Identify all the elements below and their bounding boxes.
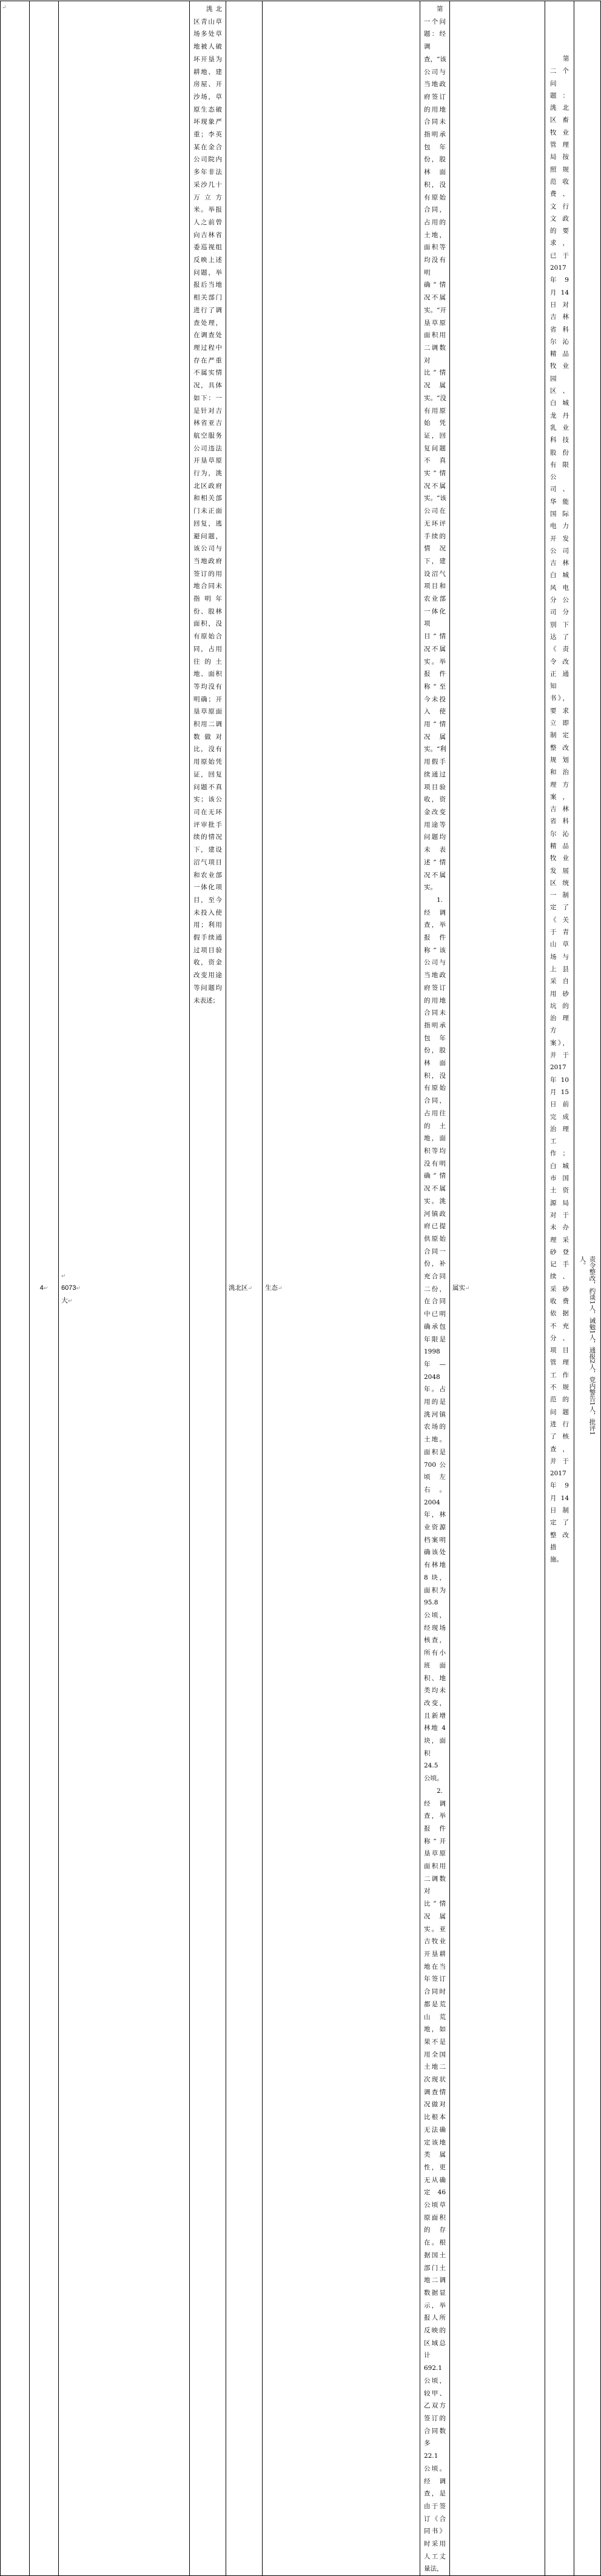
district: 洮北区 <box>229 1284 248 1292</box>
category: 生态 <box>265 1284 278 1292</box>
row-code-suffix: 大 <box>61 1296 68 1304</box>
row-index: 4 <box>39 1284 44 1292</box>
rectification-text: 第二个问题：洮北区畜牧业管理局按照规范收费、文行文政的要求，已于 2017 年 9 月 14 日对吉林省科尔沁精品牧业园区、白城龙丹乳业科技股份有限公司、华能国际电力开发公司吉林白城风电分公司分别下达了《责令改正通知书》，要求立即制定整改规划和治理方案，吉林省科尔沁精品牧业发展区统一制定了《关于青山草场与上县采自用砂坑的治理方案》，并于 2017 年 10 月 15 日前完成治理工作；白城市国土资源局对于未办理采砂登记手续、采砂收费依据不充分、项目管理工作不规范的问题进行了核查，并于 2017 年 9 月 14 日制定了整改措施。 <box>550 55 569 1564</box>
accountability-text: 责令整改，约谈1人，诫勉1人，通报2人，党内警告1人，批评1人。 <box>579 1255 596 1435</box>
rectification-cell <box>545 1 574 2576</box>
code-cell: ↵ 6073↵ 大↵ <box>59 1 190 2576</box>
investigation-paragraph: 第一个问题：经调查，“该公司与当地政府签订的用地合同未指明承包年份，股林面积，没有原始合同，占用的土地，面积等均没有明确”情况不属实。“开垦草原面积用二调数对比”情况属实。“没有用原始凭证，回复问题不真实”情况不属实。“该公司在无环评手续的情况下，建设沼气项目和农业部一体化项目”情况不属实。举报件称“至今未投入使用”情况属实。“利用假手续通过项目验收，资金改变用途等问题均未表述”情况不属实。 <box>424 5 446 892</box>
empty-cell: ↵ <box>1 1 30 2576</box>
verdict-cell: 属实↵ <box>450 1 545 2576</box>
accountability-cell <box>574 1 601 2576</box>
inspection-table <box>0 1 601 2576</box>
row-code: 6073 <box>61 1284 76 1292</box>
investigation-paragraph: 1.经调查，举报件称“该公司与当地政府签订的用地合同未指明承包年份，股林面积，没有原始合同，占用往的土地，面积等均没有明确”情况不属实。洮河镇政府已提供原始合同一份，补充合同二份，在合同中已明确承包年限是 1998 年—2048 年。占用的是洮河镇农场的土地。面积是 700 公顷左右。2004 年，林业资源档案明确该处有林地 8 块，面积为 95.8 公顷，经现场核查，所有小班面积、地类均未改变，且新增林地 4 块，面积 24.5 公顷。 <box>424 896 446 1783</box>
complaint-cell <box>190 1 226 2576</box>
investigation-paragraph: 2.经调查，举报件称“开垦草原面积用二调数对比”情况属实。亚吉牧业开垦耕地在当年签订合同时都是荒山荒地，如果不是用全国土地二次现状调查情况做对比根本无法确定该地类属性，更无从确定 46 公顷草原面积的存在。根据国土部门土地二调数据显示，举报人所反映的区域总计 692.1 公顷，较甲、乙双方签订的合同数多 22.1 公顷。经调查，是由于签订《合同书》时采用人工丈量法， <box>424 1787 446 2573</box>
investigation-cell <box>420 1 450 2576</box>
verdict: 属实 <box>452 1284 465 1292</box>
table-row <box>1 1 601 2576</box>
row-index-cell: 4↵ <box>30 1 59 2576</box>
district-cell: 洮北区↵ <box>226 1 263 2576</box>
category-cell: 生态↵ <box>263 1 420 2576</box>
complaint-text: 洮北区青山草场多处草地被人破坏开垦为耕地、建房屋、开沙场，草原生态破坏现象严重；李英某在金合公司院内多年非法采沙几十万立方米。举报人之前曾向吉林省委巡视组反映上述问题，举报后当地相关部门进行了调查处理，在调查处理过程中存在严重不属实情况，具体如下：一是针对吉林省亚吉航空服务公司违法开垦草原行为，洮北区政府和相关部门未正面回复，逃避问题，该公司与当地政府签订的用地合同未指明年份、股林面积，没有原始合同，占用往的土地、面积等均没有明确；开垦草原面积用二调数做对比，没有用原始凭证，回复问题不真实；该公司在无环评审批手续的情况下，建设沼气项目和农业部一体化项目，至今未投入使用；利用假手续通过项目验收，资金改变用途等问题均未表述； <box>193 5 222 1004</box>
